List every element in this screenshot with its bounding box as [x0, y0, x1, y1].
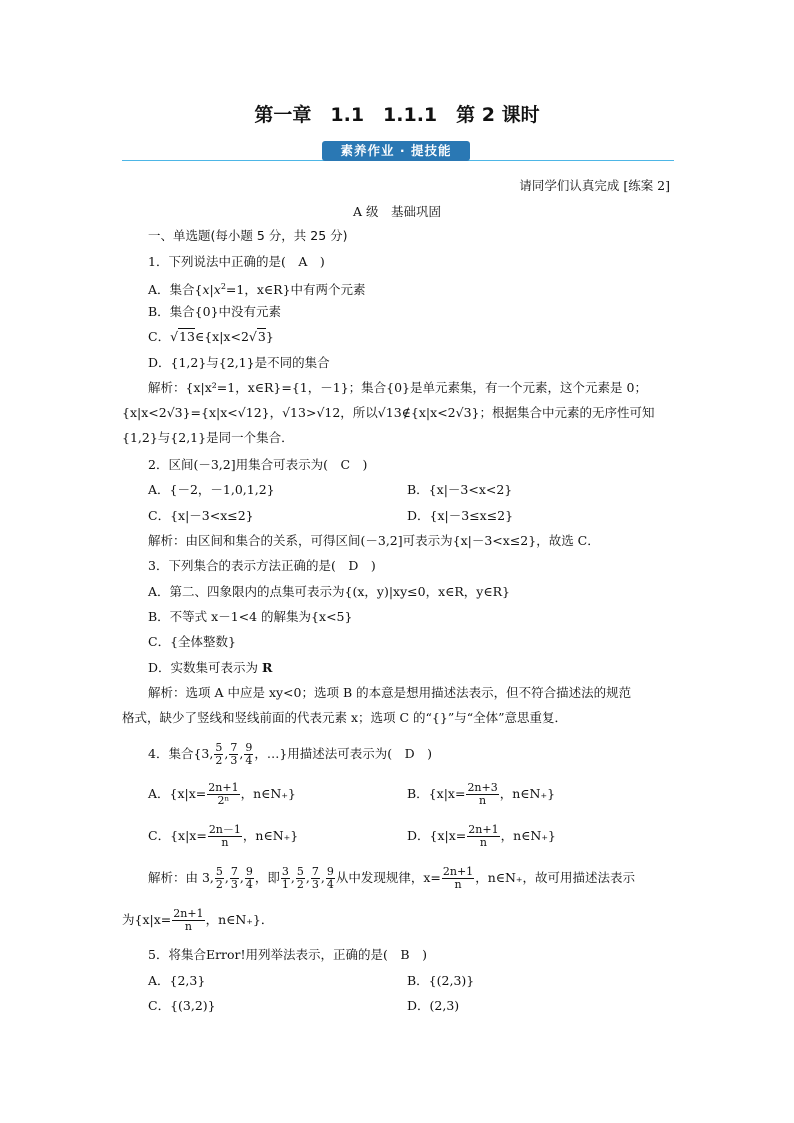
q2-option-a: A．{－2，－1,0,1,2} [148, 482, 275, 497]
q3-option-d: D．实数集可表示为 R [148, 660, 273, 675]
q3-option-a: A．第二、四象限内的点集可表示为{(x，y)|xy≤0，x∈R，y∈R} [148, 584, 510, 599]
q5-option-c: C．{(3,2)} [148, 998, 216, 1013]
level-heading: A 级 基础巩固 [352, 204, 441, 219]
question-5-stem: 5．将集合Error!用列举法表示，正确的是( B ) [148, 947, 427, 962]
q5-option-d: D．(2,3) [407, 998, 460, 1013]
q2-option-c: C．{x|－3<x≤2} [148, 508, 254, 523]
q1-solution-line-3: {1,2}与{2,1}是同一个集合． [122, 430, 294, 445]
q2-option-b: B．{x|－3<x<2} [407, 482, 513, 497]
question-1-stem: 1．下列说法中正确的是( A ) [148, 254, 325, 269]
q4-solution-line-2: 为{x|x= $\frac{2n+1}{n}$ ，n∈N₊}． [122, 907, 274, 933]
q4-option-b: B．{x|x= $\frac{2n+3}{n}$ ，n∈N₊} [407, 781, 556, 807]
question-3-stem: 3．下列集合的表示方法正确的是( D ) [148, 558, 376, 573]
page-title: 第一章 1.1 1.1.1 第 2 课时 [254, 104, 540, 126]
q1-option-d: D．{1,2}与{2,1}是不同的集合 [148, 355, 330, 370]
q2-solution: 解析：由区间和集合的关系，可得区间(－3,2]可表示为{x|－3<x≤2}，故选 C． [148, 533, 600, 548]
q3-option-b: B．不等式 x－1<4 的解集为{x<5} [148, 609, 353, 624]
q1-option-b: B．集合{0}中没有元素 [148, 304, 282, 319]
q1-solution-line-1: 解析：{x|x²=1，x∈R}={1，－1}；集合{0}是单元素集，有一个元素，这个元素是 0； [148, 380, 647, 395]
q4-option-c: C．{x|x= $\frac{2n-1}{n}$ ，n∈N₊} [148, 823, 299, 849]
q1-option-c: C．√13∈{x|x<2√3} [148, 329, 274, 344]
q3-option-c: C．{全体整数} [148, 634, 236, 649]
question-2-stem: 2．区间(－3,2]用集合可表示为( C ) [148, 457, 368, 472]
q4-solution-line-1: 解析：由 3, $\frac{5}{2}$ , $\frac{7}{3}$ , $\frac{9}{4}$ ，即 $\frac{3}{1}$ , $\frac{5}{2}$ , $\frac{7}{3}$ , $\frac{9}{4}$ 从中发现规律，x= $\frac{2n+1}{n}$ ，n∈N₊，故可用描述法表示 [148, 865, 636, 891]
question-4-stem: 4．集合{3, $\frac{5}{2}$ , $\frac{7}{3}$ , $\frac{9}{4}$ ，…}用描述法可表示为( D ) [148, 741, 433, 767]
q5-option-b: B．{(2,3)} [407, 973, 475, 988]
section-banner: 素养作业 · 提技能 [322, 141, 470, 161]
q4-option-d: D．{x|x= $\frac{2n+1}{n}$ ，n∈N₊} [407, 823, 556, 849]
q5-option-a: A．{2,3} [148, 973, 206, 988]
q3-solution-line-1: 解析：选项 A 中应是 xy<0；选项 B 的本意是想用描述法表示，但不符合描述法的规范 [148, 685, 632, 700]
q1-option-a: A．集合{$x|x^2=1$，x∈R}中有两个元素 [148, 282, 366, 298]
q4-option-a: A．{x|x= $\frac{2n+1}{\text{2ⁿ}}$ ，n∈N₊} [148, 781, 296, 807]
q2-option-d: D．{x|－3≤x≤2} [407, 508, 514, 523]
exercise-note: 请同学们认真完成 [练案 2] [519, 178, 670, 193]
section-heading: 一、单选题(每小题 5 分，共 25 分) [148, 228, 348, 243]
q3-solution-line-2: 格式，缺少了竖线和竖线前面的代表元素 x；选项 C 的“{}”与“全体”意思重复． [122, 710, 568, 725]
q1-solution-line-2: {x|x<2√3}={x|x<√12}，√13>√12，所以√13∉{x|x<2√3}；根据集合中元素的无序性可知 [122, 405, 655, 420]
